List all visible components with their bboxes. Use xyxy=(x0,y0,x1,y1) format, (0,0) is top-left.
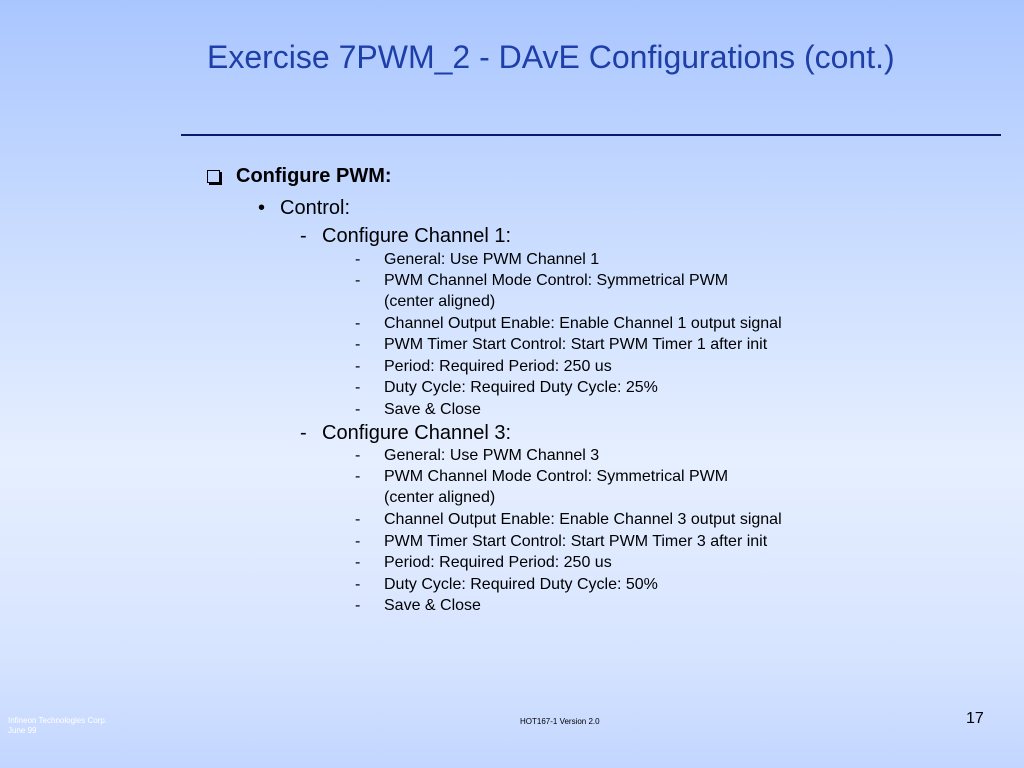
list-item xyxy=(355,512,782,528)
list-item-text: General: Use PWM Channel 1 xyxy=(384,251,600,268)
list-item-text: Period: Required Period: 250 us xyxy=(384,358,612,375)
list-item-text: Save & Close xyxy=(384,597,481,614)
dash-icon: - xyxy=(300,422,307,444)
list-item xyxy=(355,337,767,353)
dash-icon: - xyxy=(355,358,361,375)
list-item xyxy=(355,359,612,375)
list-item xyxy=(355,316,782,332)
list-item-text: PWM Timer Start Control: Start PWM Timer 1 after init xyxy=(384,336,768,353)
dash-icon: - xyxy=(355,401,361,418)
list-item-text: General: Use PWM Channel 3 xyxy=(384,447,600,464)
slide-title: Exercise 7PWM_2 - DAvE Configurations (cont.) xyxy=(207,39,895,75)
list-item xyxy=(355,469,728,506)
channel-1-label: Configure Channel 1: xyxy=(322,225,512,247)
list-item-text: PWM Channel Mode Control: Symmetrical PWM xyxy=(384,272,729,289)
list-item xyxy=(355,273,728,310)
bullet-icon: • xyxy=(258,197,266,219)
heading-configure-pwm xyxy=(207,165,392,188)
list-item-text: Period: Required Period: 250 us xyxy=(384,554,612,571)
dash-icon: - xyxy=(300,225,307,247)
page-number: 17 xyxy=(966,710,984,727)
list-item-text: Save & Close xyxy=(384,401,481,418)
dash-icon: - xyxy=(355,315,361,332)
list-item-text: PWM Timer Start Control: Start PWM Timer 3 after init xyxy=(384,533,768,550)
list-item-text: Channel Output Enable: Enable Channel 3 output signal xyxy=(384,511,782,528)
list-item-text: Duty Cycle: Required Duty Cycle: 25% xyxy=(384,379,658,396)
sub-heading-control xyxy=(258,197,350,220)
dash-icon: - xyxy=(355,511,361,528)
list-item xyxy=(355,448,599,464)
list-item-text: Duty Cycle: Required Duty Cycle: 50% xyxy=(384,576,658,593)
list-item-text: Channel Output Enable: Enable Channel 1 output signal xyxy=(384,315,782,332)
list-item xyxy=(355,534,767,550)
footer-company xyxy=(8,716,107,735)
list-item-continuation: (center aligned) xyxy=(384,489,496,506)
footer-company-name: Infineon Technologies Corp. xyxy=(8,716,108,725)
dash-icon: - xyxy=(355,533,361,550)
footer-date: June 99 xyxy=(8,725,37,735)
channel-1-heading xyxy=(300,225,511,248)
list-item xyxy=(355,252,599,268)
dash-icon: - xyxy=(355,576,361,593)
list-item xyxy=(355,402,481,418)
footer-version: HOT167-1 Version 2.0 xyxy=(520,717,600,726)
list-item xyxy=(355,555,612,571)
dash-icon: - xyxy=(355,251,361,268)
list-item xyxy=(355,598,481,614)
dash-icon: - xyxy=(355,379,361,396)
heading-label: Configure PWM: xyxy=(236,165,392,187)
checkbox-bullet-icon xyxy=(207,170,220,183)
dash-icon: - xyxy=(355,272,361,289)
dash-icon: - xyxy=(355,554,361,571)
dash-icon: - xyxy=(355,468,361,485)
sub-heading-label: Control: xyxy=(280,197,351,219)
list-item xyxy=(355,380,658,396)
list-item xyxy=(355,577,658,593)
dash-icon: - xyxy=(355,447,361,464)
list-item-continuation: (center aligned) xyxy=(384,293,496,310)
dash-icon: - xyxy=(355,597,361,614)
dash-icon: - xyxy=(355,336,361,353)
list-item-text: PWM Channel Mode Control: Symmetrical PWM xyxy=(384,468,729,485)
channel-3-label: Configure Channel 3: xyxy=(322,422,512,444)
channel-3-heading xyxy=(300,422,511,445)
